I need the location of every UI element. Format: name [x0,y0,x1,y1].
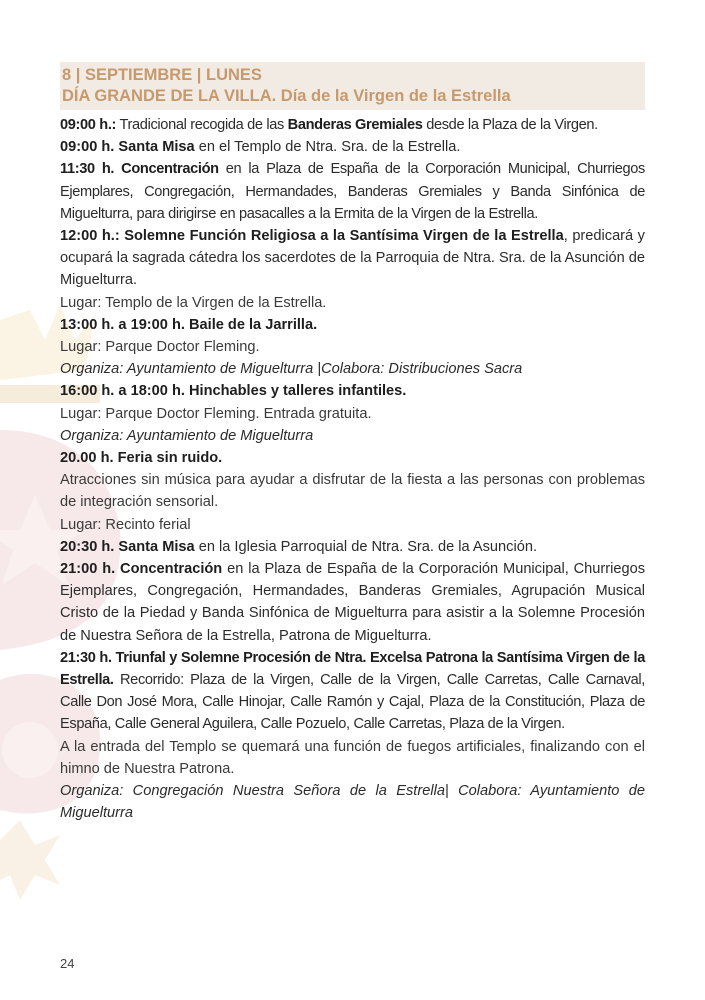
event-text: Tradicional recogida de las [116,117,288,133]
event-entry [60,225,645,292]
event-time: 09:00 h.: [60,117,117,133]
event-text: en el Templo de Ntra. Sra. de la Estrella. [194,139,461,156]
event-text: en la Iglesia Parroquial de Ntra. Sra. de la Asunción. [194,538,537,555]
event-entry [60,647,645,736]
event-location: Lugar: Parque Doctor Fleming. [60,339,260,356]
event-highlight: Banderas Gremiales [287,117,423,133]
event-entry [60,380,645,402]
event-text: en la Plaza de España de la Corporación Municipal, Churriegos Ejemplares, Congregación, Hermandades, Banderas Gremiales y Banda Sinfónica de Miguelturra, para dirigirse en pasacalles a la Ermita de la Virgen de la Estrella. [60,161,645,222]
event-entry [60,447,645,469]
event-time: 12:00 h.: Solemne Función Religiosa a la Santísima Virgen de la Estrella [60,228,564,245]
event-location: Lugar: Recinto ferial [60,516,191,533]
event-text: , predicará y ocupará la sagrada cátedra los sacerdotes de la Parroquia de Ntra. Sra. de la Asunción de Miguelturra. [60,228,645,289]
event-time: 21:00 h. Concentración [60,561,223,578]
day-header [60,62,645,110]
event-entry [60,114,645,136]
event-description: A la entrada del Templo se quemará una función de fuegos artificiales, finalizando con el himno de Nuestra Patrona. [60,738,645,777]
event-organizer [60,780,645,824]
event-time: 20:30 h. Santa Misa [60,538,195,555]
program-day [60,62,645,825]
event-text: en la Plaza de España de la Corporación Municipal, Churriegos Ejemplares, Congregación, Hermandades, Banderas Gremiales, Agrupación Musical Cristo de la Piedad y Banda Sinfónica de Miguelturra para asistir a la Solemne Procesión de Nuestra Señora de la Estrella, Patrona de Miguelturra. [60,561,646,644]
event-time: 13:00 h. a 19:00 h. Baile de la Jarrilla. [60,316,318,333]
event-time: 11:30 h. Concentración [60,161,219,178]
event-time: 16:00 h. a 18:00 h. Hinchables y talleres infantiles. [60,383,407,400]
event-time: 21:30 h. Triunfal y Solemne Procesión de Ntra. Excelsa Patrona la Santísima Virgen de la Estrella. [60,649,645,689]
page-number: 24 [60,956,75,971]
event-location: Lugar: Templo de la Virgen de la Estrella. [60,294,327,311]
event-entry [60,536,645,558]
event-time: 20.00 h. Feria sin ruido. [60,450,223,467]
event-organizer [60,358,645,380]
event-description: Atracciones sin música para ayudar a disfrutar de la fiesta a las personas con problemas de integración sensorial. [60,472,645,511]
organizer-text: Organiza: Ayuntamiento de Miguelturra [60,427,314,444]
organizer-text: Organiza: Ayuntamiento de Miguelturra |Colabora: Distribuciones Sacra [60,361,523,378]
event-text: Recorrido: Plaza de la Virgen, Calle de la Virgen, Calle Carretas, Calle Carnaval, Calle Don José Mora, Calle Hinojar, Calle Ramón y Cajal, Plaza de la Constitución, Plaza de España, Calle General Aguilera, Calle Pozuelo, Calle Carretas, Plaza de la Virgen. [60,672,645,733]
event-entry [60,158,645,225]
event-entry [60,314,645,336]
event-entry [60,558,645,647]
event-text: desde la Plaza de la Virgen. [422,117,598,133]
day-date-heading: 8 | SEPTIEMBRE | LUNES [62,66,262,84]
event-entry [60,136,645,158]
event-organizer [60,425,645,447]
event-location: Lugar: Parque Doctor Fleming. Entrada gratuita. [60,405,372,422]
event-time: 09:00 h. Santa Misa [60,139,195,156]
day-title-heading: DÍA GRANDE DE LA VILLA. Día de la Virgen de la Estrella [62,87,511,105]
organizer-text: Organiza: Congregación Nuestra Señora de la Estrella| Colabora: Ayuntamiento de Miguelturra [60,783,645,822]
